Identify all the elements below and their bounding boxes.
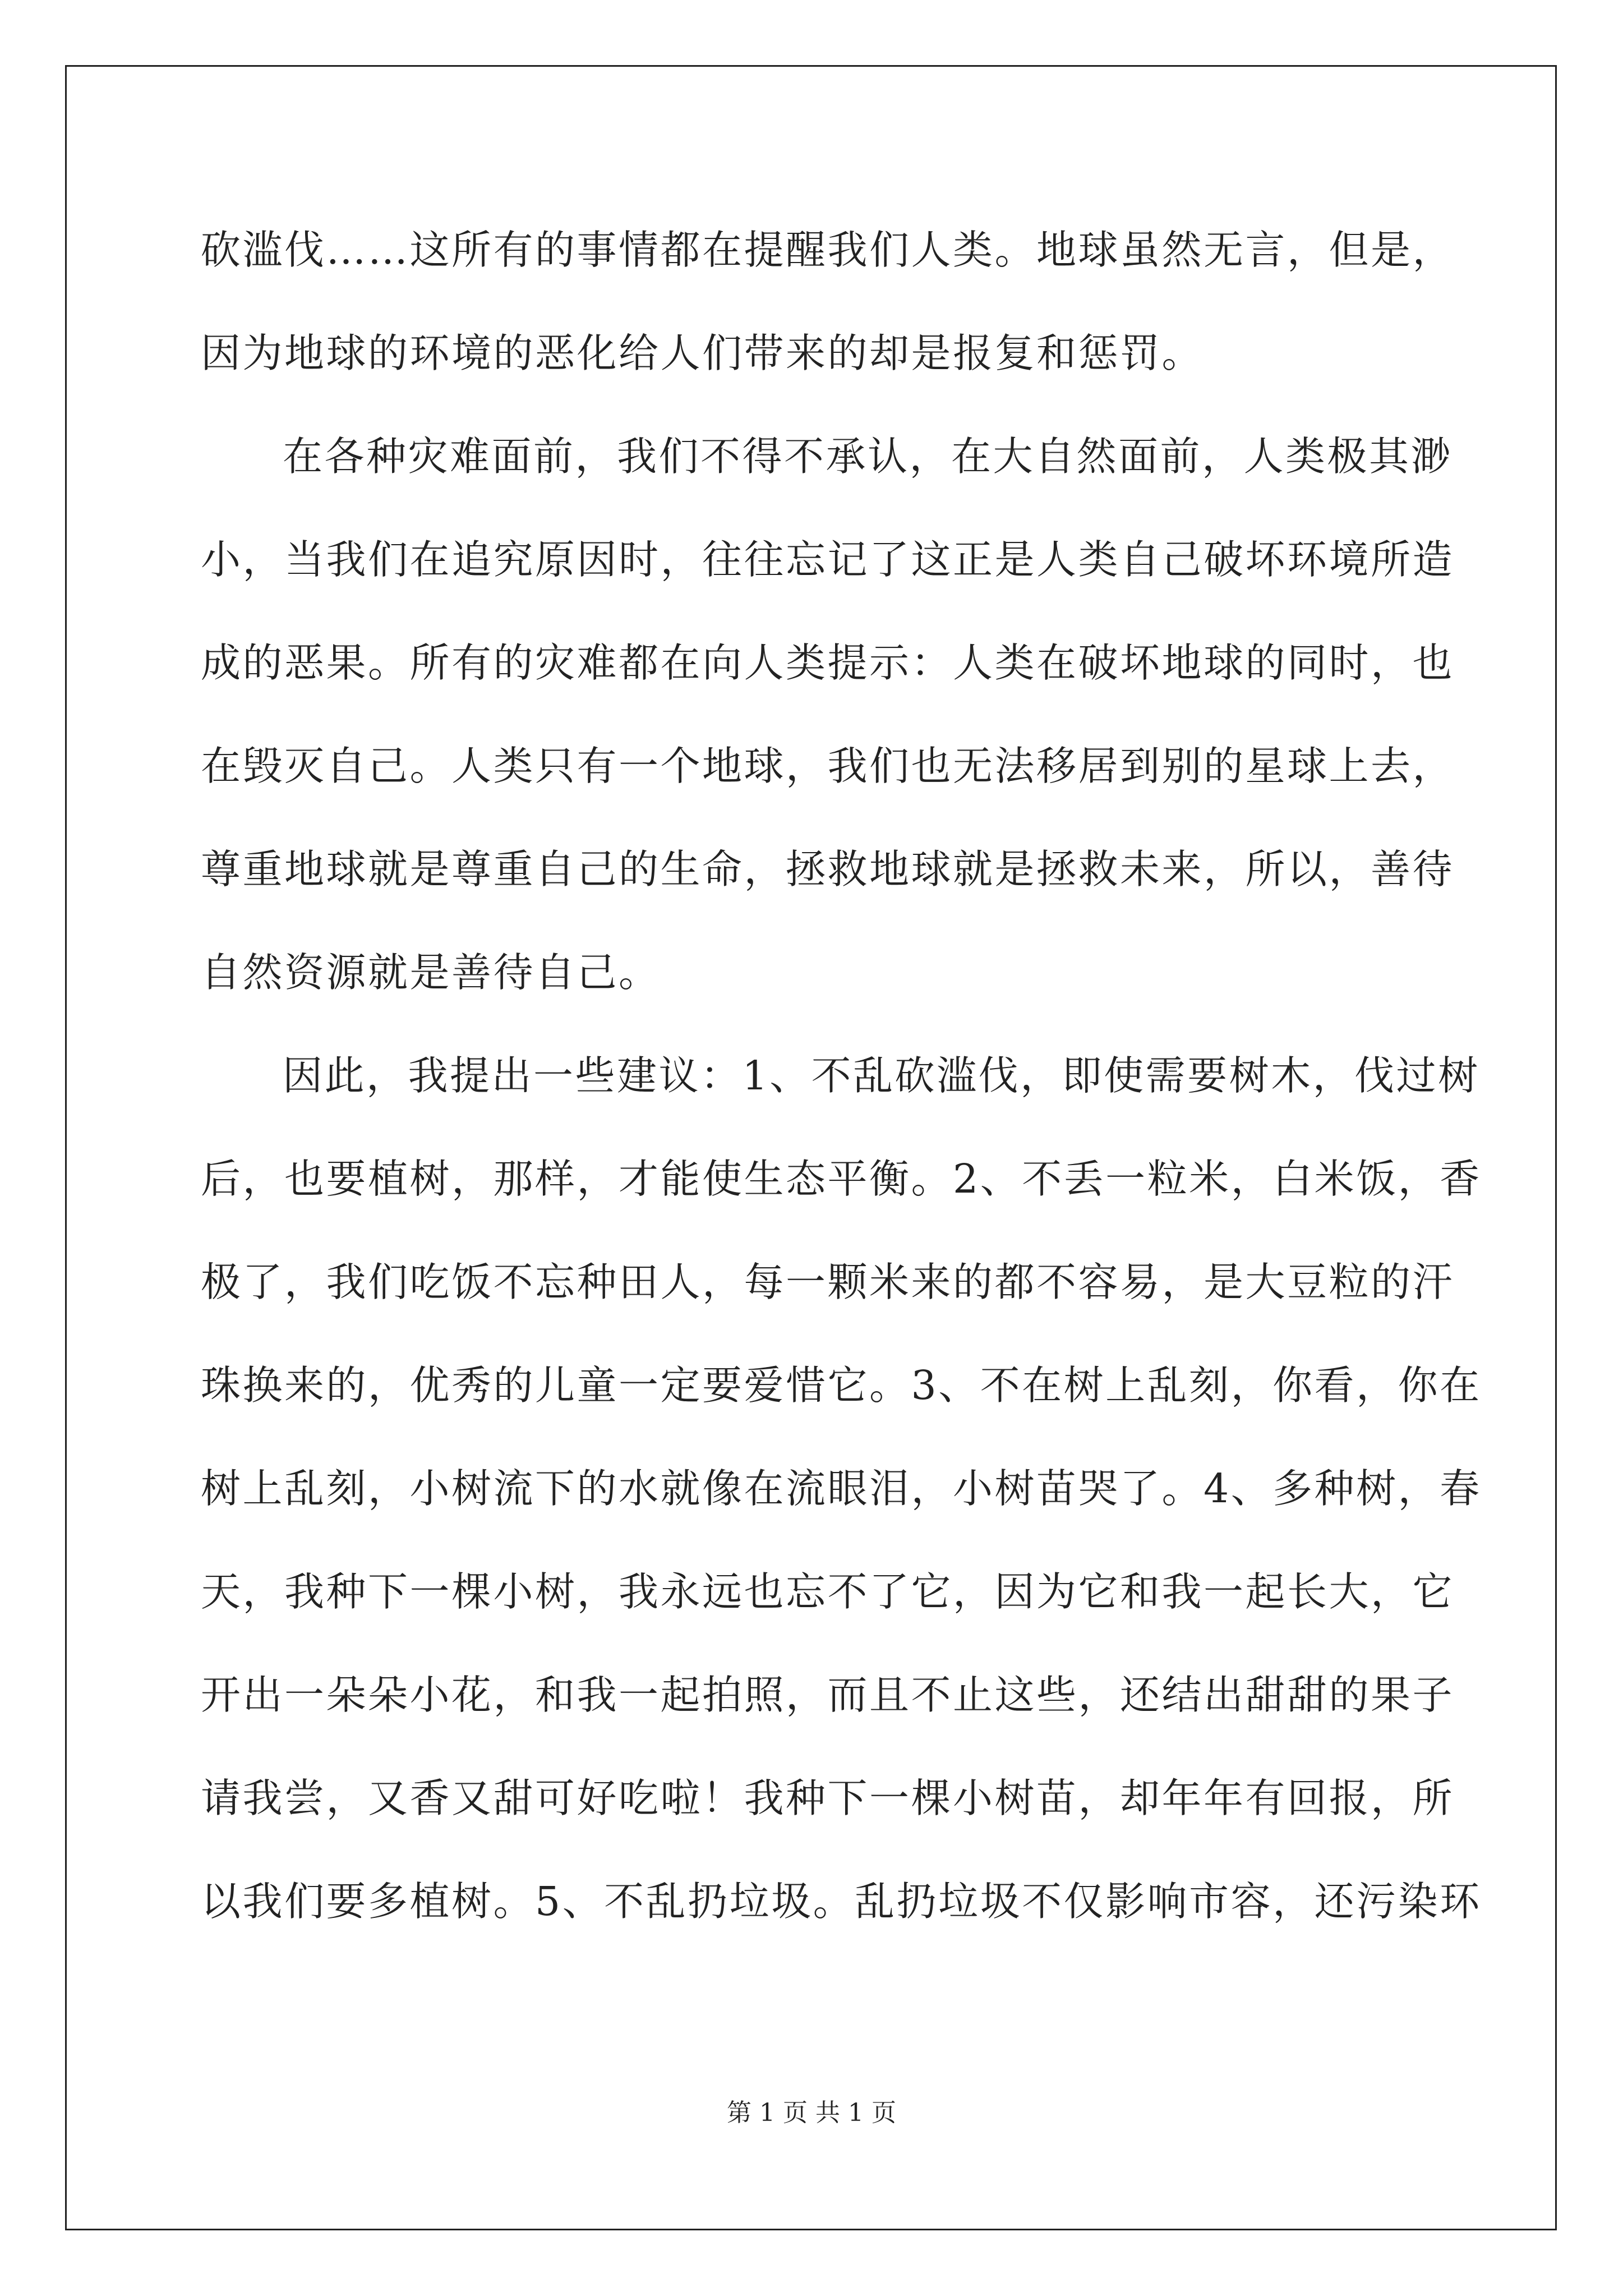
text-line-17: 以我们要多植树。5、不乱扔垃圾。乱扔垃圾不仅影响市容，还污染环 (201, 1878, 1482, 1925)
text-line-3: 在各种灾难面前，我们不得不承认，在大自然面前，人类极其渺 (283, 433, 1453, 480)
text-line-11: 极了，我们吃饭不忘种田人，每一颗米来的都不容易，是大豆粒的汗 (201, 1259, 1455, 1305)
text-line-9: 因此，我提出一些建议：1、不乱砍滥伐，即使需要树木，伐过树 (283, 1052, 1480, 1099)
text-line-4: 小，当我们在追究原因时，往往忘记了这正是人类自己破坏环境所造 (201, 536, 1455, 583)
text-line-5: 成的恶果。所有的灾难都在向人类提示：人类在破坏地球的同时，也 (201, 639, 1455, 686)
page-footer: 第 1 页 共 1 页 (727, 2099, 896, 2127)
document-body (201, 199, 1482, 1953)
text-line-14: 天，我种下一棵小树，我永远也忘不了它，因为它和我一起长大，它 (201, 1568, 1455, 1615)
text-line-8: 自然资源就是善待自己。 (201, 949, 661, 996)
text-line-1: 砍滥伐……这所有的事情都在提醒我们人类。地球虽然无言，但是， (201, 227, 1455, 273)
text-line-2: 因为地球的环境的恶化给人们带来的却是报复和惩罚。 (201, 330, 1204, 376)
text-line-13: 树上乱刻，小树流下的水就像在流眼泪，小树苗哭了。4、多种树，春 (201, 1465, 1482, 1512)
text-line-7: 尊重地球就是尊重自己的生命，拯救地球就是拯救未来，所以，善待 (201, 846, 1455, 892)
text-line-10: 后，也要植树，那样，才能使生态平衡。2、不丢一粒米，白米饭，香 (201, 1156, 1482, 1202)
text-line-16: 请我尝，又香又甜可好吃啦！我种下一棵小树苗，却年年有回报，所 (201, 1775, 1455, 1821)
text-line-15: 开出一朵朵小花，和我一起拍照，而且不止这些，还结出甜甜的果子 (201, 1672, 1455, 1718)
text-line-6: 在毁灭自己。人类只有一个地球，我们也无法移居到别的星球上去， (201, 743, 1455, 789)
text-line-12: 珠换来的，优秀的儿童一定要爱惜它。3、不在树上乱刻，你看，你在 (201, 1362, 1482, 1409)
